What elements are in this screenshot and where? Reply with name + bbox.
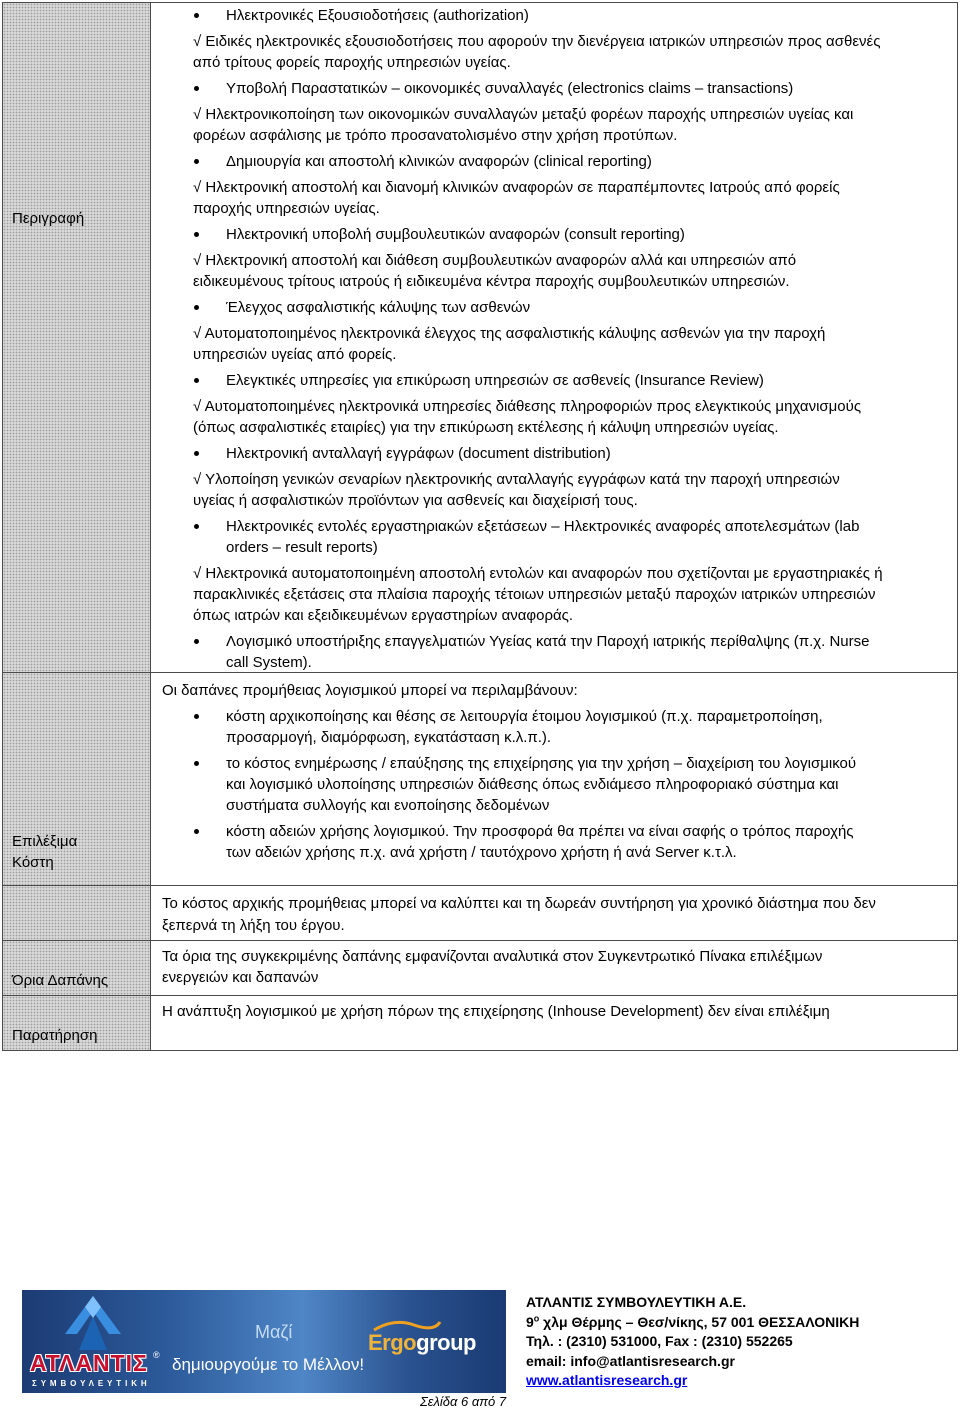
bullet-icon (194, 714, 199, 719)
check-text: υπηρεσιών υγείας από φορείς. (193, 346, 397, 363)
check-text: √ Ηλεκτρονική αποστολή και διανομή κλινικών αναφορών σε παραπέμποντες Ιατρούς από φορείς (193, 179, 840, 196)
row-label: Περιγραφή (12, 210, 85, 227)
row-eligible-costs (2, 672, 958, 886)
bullet-text: και λογισμικό υλοποίησης υπηρεσιών διάθεσης όπως ενδιάμεσο πληροφοριακό σύστημα και (226, 776, 839, 793)
bullet-text: Ηλεκτρονική ανταλλαγή εγγράφων (document distribution) (226, 445, 611, 462)
check-text: παροχής υπηρεσιών υγείας. (193, 200, 380, 217)
label-cell (3, 996, 151, 1050)
bullet-text: orders – result reports) (226, 539, 378, 556)
check-text: από τρίτους φορείς παροχής υπηρεσιών υγείας. (193, 54, 511, 71)
description-list (151, 5, 957, 673)
bullet-text: κόστη αδειών χρήσης λογισμικού. Την προσφορά θα πρέπει να είναι σαφής ο τρόπος παροχής (226, 823, 854, 840)
bullet-icon (194, 232, 199, 237)
ergogroup-logo (368, 1330, 476, 1356)
company-email: email: info@atlantisresearch.gr (526, 1352, 735, 1369)
slogan-line-2: δημιουργούμε το Μέλλον! (172, 1355, 365, 1374)
bullet-text: προσαρμογή, διαμόρφωση, εγκατάσταση κ.λ.π.). (226, 729, 552, 746)
atlantis-logo-text: ΑΤΛΑΝΤΙΣ (30, 1350, 148, 1376)
bullet-icon (194, 451, 199, 456)
row-label (12, 831, 77, 873)
row-label: Όρια Δαπάνης (12, 972, 109, 989)
bullet-item (151, 753, 957, 816)
check-text: ειδικευμένους τρίτους ιατρούς ή ειδικευμένα κέντρα παροχής συμβουλευτικών υπηρεσιών. (193, 273, 790, 290)
company-address (526, 1313, 859, 1333)
note-paragraph (151, 1001, 957, 1022)
bullet-text: Ηλεκτρονικές Εξουσιοδοτήσεις (authorization) (226, 7, 529, 24)
bullet-text: call System). (226, 654, 312, 671)
bullet-text: κόστη αρχικοποίησης και θέσης σε λειτουργία έτοιμου λογισμικού (π.χ. παραμετροποίηση, (226, 708, 823, 725)
bullet-text: το κόστος ενημέρωσης / επαύξησης της επιχείρησης για την χρήση – διαχείριση του λογισμικού (226, 755, 857, 772)
row-description (2, 2, 958, 673)
check-text: √ Αυτοματοποιημένες ηλεκτρονικά υπηρεσίες διάθεσης πληροφοριών προς ελεγκτικούς μηχανισμούς (193, 398, 862, 415)
row-cost-limits (2, 940, 958, 996)
check-item (151, 31, 957, 73)
slogan-line-1: Μαζί (255, 1322, 293, 1342)
check-text: (όπως ασφαλιστικές εταιρίες) για την επικύρωση εκτέλεσης ή κάλυψη υπηρεσιών υγείας. (193, 419, 779, 436)
bullet-item (151, 370, 957, 391)
bullet-icon (194, 86, 199, 91)
bullet-text: Ηλεκτρονική υποβολή συμβουλευτικών αναφορών (consult reporting) (226, 226, 685, 243)
bullet-text: συστήματα συλλογής και ενοποίησης δεδομένων (226, 797, 550, 814)
bullet-item (151, 5, 957, 26)
content-cell (151, 673, 957, 885)
row-maintenance (2, 885, 958, 941)
paragraph-text: ενεργειών και δαπανών (162, 969, 319, 986)
content-cell (151, 996, 957, 1050)
check-text: φορέων ασφάλισης με τρόπο προσανατολισμένο στην χρήση προτύπων. (193, 127, 678, 144)
row-label-line: Κόστη (12, 854, 54, 871)
bullet-item (151, 516, 957, 558)
paragraph-text: Τα όρια της συγκεκριμένης δαπάνης εμφανίζονται αναλυτικά στον Συγκεντρωτικό Πίνακα επιλέξιμων (162, 948, 823, 965)
bullet-item (151, 443, 957, 464)
bullet-icon (194, 829, 199, 834)
footer-banner (22, 1290, 506, 1393)
intro-paragraph (151, 680, 957, 701)
check-text: √ Ηλεκτρονικά αυτοματοποιημένη αποστολή εντολών και αναφορών που σχετίζονται με εργαστηριακές ή (193, 565, 883, 582)
maintenance-paragraph (151, 893, 957, 937)
bullet-text: Δημιουργία και αποστολή κλινικών αναφορών (clinical reporting) (226, 153, 652, 170)
check-text: √ Ηλεκτρονικοποίηση των οικονομικών συναλλαγών μεταξύ φορέων παροχής υπηρεσιών υγείας και (193, 106, 854, 123)
check-text: √ Υλοποίηση γενικών σεναρίων ηλεκτρονικής ανταλλαγής εγγράφων κατά την παροχή υπηρεσιών (193, 471, 840, 488)
row-label-line: Επιλέξιμα (12, 833, 78, 850)
content-cell (151, 941, 957, 995)
company-info (526, 1293, 859, 1391)
paragraph-text: Η ανάπτυξη λογισμικού με χρήση πόρων της επιχείρησης (Inhouse Development) δεν είναι επιλέξιμη (162, 1003, 830, 1020)
check-item (151, 177, 957, 219)
registered-mark: ® (153, 1350, 160, 1360)
bullet-icon (194, 761, 199, 766)
label-cell (3, 886, 151, 940)
label-cell (3, 3, 151, 672)
row-note (2, 995, 958, 1051)
ergogroup-logo-part: group (416, 1330, 476, 1355)
bullet-icon (194, 639, 199, 644)
ergogroup-logo-part: Ergo (368, 1330, 417, 1355)
paragraph-text: Το κόστος αρχικής προμήθειας μπορεί να καλύπτει και τη δωρεάν συντήρηση για χρονικό διάστημα που δεν (162, 895, 876, 912)
check-item (151, 323, 957, 365)
check-text: √ Ηλεκτρονική αποστολή και διάθεση συμβουλευτικών αναφορών αλλά και υπηρεσιών από (193, 252, 797, 269)
page-number: Σελίδα 6 από 7 (420, 1394, 507, 1409)
check-item (151, 396, 957, 438)
bullet-item (151, 631, 957, 673)
row-label: Παρατήρηση (12, 1027, 98, 1044)
bullet-icon (194, 524, 199, 529)
bullet-text: Υποβολή Παραστατικών – οικονομικές συναλλαγές (electronics claims – transactions) (226, 80, 794, 97)
check-text: παρακλινικές εξετάσεις στα πλαίσια παροχής τέτοιων υπηρεσιών μεταξύ παροχών ιατρικών υπηρεσιών (193, 586, 876, 603)
bullet-icon (194, 13, 199, 18)
bullet-icon (194, 159, 199, 164)
bullet-item (151, 224, 957, 245)
address-superscript: ο (533, 1312, 540, 1323)
check-text: υγείας ή ασφαλιστικών προϊόντων για ασθενείς και διαχείρισή τους. (193, 492, 638, 509)
bullet-icon (194, 378, 199, 383)
label-cell (3, 673, 151, 885)
cost-limits-paragraph (151, 946, 957, 988)
atlantis-emblem-icon (58, 1294, 128, 1352)
check-text: όπως ιατρών και εξειδικευμένων εργαστηρίων αναφοράς. (193, 607, 574, 624)
check-item (151, 563, 957, 626)
check-item (151, 469, 957, 511)
company-phone: Τηλ. : (2310) 531000, Fax : (2310) 552265 (526, 1333, 793, 1349)
bullet-text: Λογισμικό υποστήριξης επαγγελματιών Υγείας κατά την Παροχή ιατρικής περίθαλψης (π.χ. Nurse (226, 633, 870, 650)
bullet-item (151, 706, 957, 748)
bullet-text: Ηλεκτρονικές εντολές εργαστηριακών εξετάσεων – Ηλεκτρονικές αναφορές αποτελεσμάτων (lab (226, 518, 860, 535)
company-website-link[interactable]: www.atlantisresearch.gr (526, 1372, 688, 1388)
label-cell (3, 941, 151, 995)
address-number: 9 (526, 1313, 534, 1330)
check-item (151, 104, 957, 146)
bullet-item (151, 297, 957, 318)
intro-text: Οι δαπάνες προμήθειας λογισμικού μπορεί να περιλαμβάνουν: (162, 682, 578, 699)
bullet-text: Έλεγχος ασφαλιστικής κάλυψης των ασθενών (226, 299, 531, 316)
bullet-icon (194, 305, 199, 310)
content-cell (151, 886, 957, 940)
eligible-costs-list (151, 680, 957, 863)
check-item (151, 250, 957, 292)
address-text: χλμ Θέρμης – Θεσ/νίκης, 57 001 ΘΕΣΣΑΛΟΝΙΚΗ (539, 1313, 860, 1330)
check-text: √ Αυτοματοποιημένος ηλεκτρονικά έλεγχος της ασφαλιστικής κάλυψης ασθενών για την παροχή (193, 325, 826, 342)
company-name: ΑΤΛΑΝΤΙΣ ΣΥΜΒΟΥΛΕΥΤΙΚΗ Α.Ε. (526, 1294, 747, 1310)
atlantis-logo-subtitle: ΣΥΜΒΟΥΛΕΥΤΙΚΗ (32, 1379, 151, 1388)
bullet-item (151, 151, 957, 172)
bullet-item (151, 821, 957, 863)
bullet-item (151, 78, 957, 99)
paragraph-text: ξεπερνά τη λήξη του έργου. (162, 917, 345, 934)
check-text: √ Ειδικές ηλεκτρονικές εξουσιοδοτήσεις που αφορούν την διενέργεια ιατρικών υπηρεσιών προς ασθενές (193, 33, 881, 50)
content-cell (151, 3, 957, 672)
bullet-text: Ελεγκτικές υπηρεσίες για επικύρωση υπηρεσιών σε ασθενείς (Insurance Review) (226, 372, 764, 389)
bullet-text: των αδειών χρήσης π.χ. ανά χρήστη / ταυτόχρονο χρήστη ή ανά Server κ.τ.λ. (226, 844, 737, 861)
